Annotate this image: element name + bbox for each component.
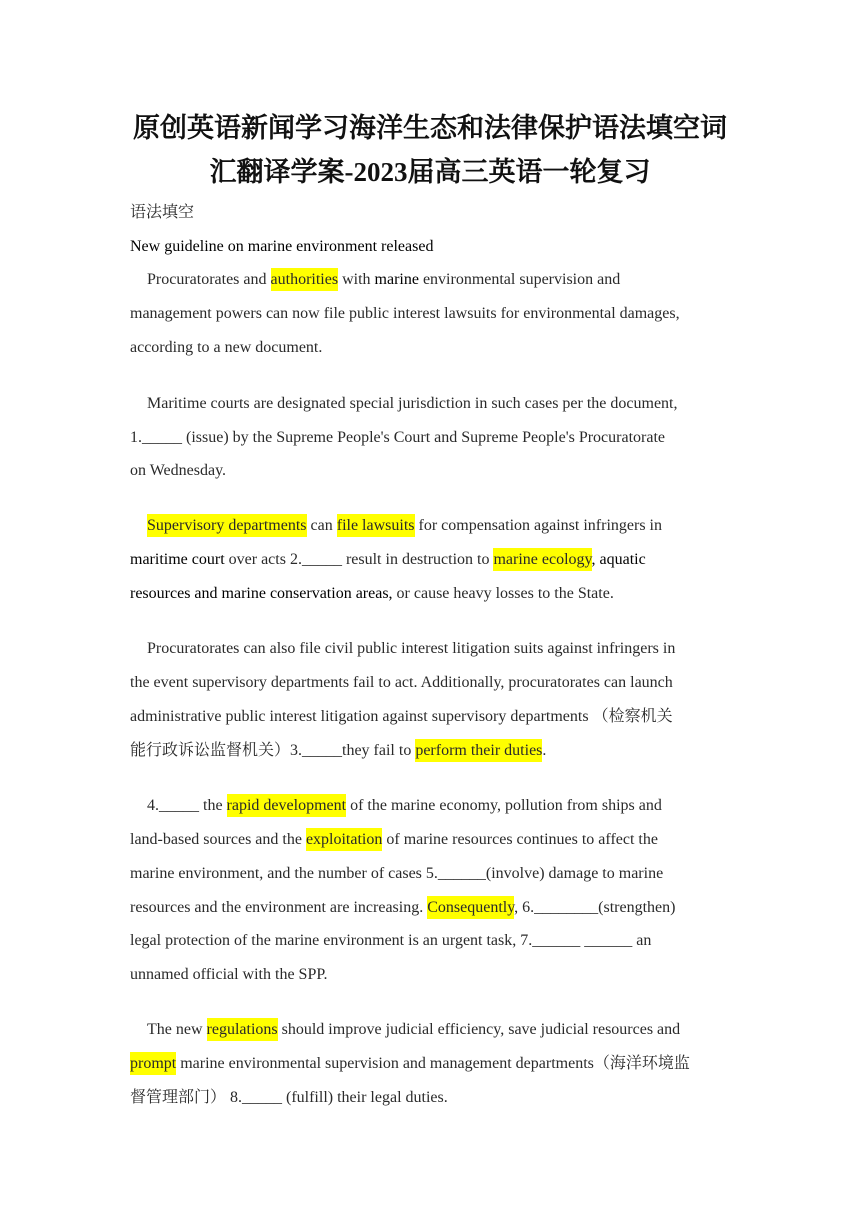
paragraph-6-line-3: 督管理部门） 8._____ (fulfill) their legal duties. — [130, 1089, 448, 1106]
text-run: with — [338, 271, 375, 288]
emphasized-term: resources and marine conservation areas, — [130, 585, 393, 602]
text-run: for compensation against infringers in — [414, 517, 662, 534]
paragraph-2-line-1: Maritime courts are designated special jurisdiction in such cases per the document, — [147, 395, 678, 412]
paragraph-5-line-5: legal protection of the marine environment is an urgent task, 7.______ ______ an — [130, 932, 652, 949]
text-run: or cause heavy losses to the State. — [392, 585, 614, 602]
text-run: of marine resources continues to affect the — [382, 831, 658, 848]
text-run: 能行政诉讼监督机关）3._____they fail to — [130, 742, 416, 759]
highlighted-term: exploitation — [306, 828, 382, 851]
paragraph-4-line-2: the event supervisory departments fail to act. Additionally, procuratorates can launch — [130, 674, 673, 691]
text-run: resources and the environment are increasing. — [130, 899, 428, 916]
paragraph-1-line-2: management powers can now file public interest lawsuits for environmental damages, — [130, 305, 680, 322]
paragraph-5-line-6: unnamed official with the SPP. — [130, 966, 328, 983]
paragraph-3-line-2 — [130, 548, 646, 572]
paragraph-6-line-1 — [147, 1018, 680, 1042]
paragraph-5-line-1 — [147, 794, 662, 818]
paragraph-4-line-1: Procuratorates can also file civil public interest litigation suits against infringers in — [147, 640, 676, 657]
text-run: land-based sources and the — [130, 831, 306, 848]
emphasized-term: maritime court — [130, 551, 225, 568]
section-label: 语法填空 — [130, 204, 195, 221]
highlighted-term: rapid development — [227, 794, 347, 817]
emphasized-term: marine — [374, 271, 419, 288]
paragraph-3-line-3 — [130, 582, 614, 606]
paragraph-1-line-3: according to a new document. — [130, 339, 323, 356]
text-run: can — [306, 517, 337, 534]
document-title-line-1: 原创英语新闻学习海洋生态和法律保护语法填空词 — [133, 113, 727, 143]
highlighted-term: Consequently — [427, 896, 514, 919]
paragraph-1-line-1 — [147, 268, 620, 292]
paragraph-5-line-2 — [130, 828, 658, 852]
document-title-line-2: 汇翻译学案-2023届高三英语一轮复习 — [209, 157, 651, 187]
text-run: of the marine economy, pollution from ships and — [346, 797, 662, 814]
emphasized-term: , aquatic — [591, 551, 646, 568]
paragraph-3-line-1 — [147, 514, 662, 538]
highlighted-term: file lawsuits — [337, 514, 415, 537]
text-run: environmental supervision and — [418, 271, 621, 288]
text-run: , 6.________(strengthen) — [514, 899, 676, 916]
paragraph-4-line-3: administrative public interest litigation against supervisory departments （检察机关 — [130, 708, 673, 725]
text-run: . — [542, 742, 547, 759]
paragraph-2-line-3: on Wednesday. — [130, 462, 227, 479]
text-run: over acts 2._____ result in destruction to — [224, 551, 494, 568]
highlighted-term: authorities — [271, 268, 339, 291]
paragraph-5-line-4 — [130, 896, 675, 920]
highlighted-term: Supervisory departments — [147, 514, 307, 537]
article-headline: New guideline on marine environment released — [130, 238, 434, 255]
text-run: The new — [147, 1021, 207, 1038]
highlighted-term: prompt — [130, 1052, 176, 1075]
highlighted-term: perform their duties — [415, 739, 542, 762]
highlighted-term: regulations — [207, 1018, 278, 1041]
paragraph-6-line-2 — [130, 1052, 690, 1076]
highlighted-term: marine ecology — [493, 548, 591, 571]
paragraph-5-line-3: marine environment, and the number of cases 5.______(involve) damage to marine — [130, 865, 664, 882]
text-run: should improve judicial efficiency, save judicial resources and — [277, 1021, 681, 1038]
text-run: 4._____ the — [147, 797, 227, 814]
paragraph-2-line-2: 1._____ (issue) by the Supreme People's Court and Supreme People's Procuratorate — [130, 429, 665, 446]
text-run: Procuratorates and — [147, 271, 271, 288]
text-run: marine environmental supervision and management departments（海洋环境监 — [176, 1055, 690, 1072]
paragraph-4-line-4 — [130, 739, 546, 763]
